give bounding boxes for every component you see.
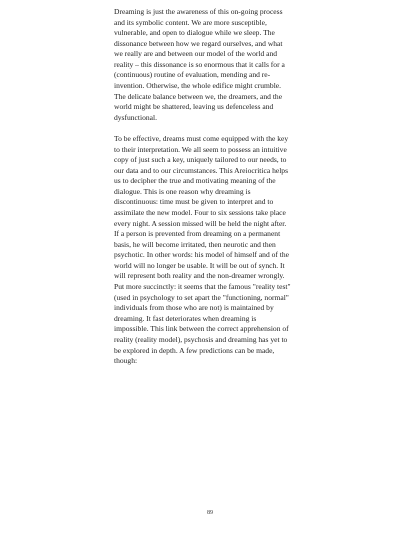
page-number: 89 xyxy=(207,510,213,516)
text-line: dysfunctional. xyxy=(114,112,157,122)
text-line: psychotic. In other words: his model of himself and of the xyxy=(114,250,290,260)
text-line: world might be shattered, leaving us defenceless and xyxy=(114,102,274,112)
text-line: us to decipher the true and motivating meaning of the xyxy=(114,176,276,186)
text-line: To be effective, dreams must come equipped with the key xyxy=(114,133,289,143)
text-line: reality (reality model), psychosis and dreaming has yet to xyxy=(114,334,288,344)
text-line: (used in psychology to set apart the "functioning, normal" xyxy=(114,292,289,302)
text-line: to their interpretation. We all seem to possess an intuitive xyxy=(114,144,287,154)
text-line: dreaming. It fast deteriorates when dreaming is xyxy=(114,313,257,323)
text-line: reality – this dissonance is so enormous that it calls for a xyxy=(114,59,285,69)
text-line: we really are and between our model of the world and xyxy=(114,49,278,59)
text-line: be explored in depth. A few predictions can be made, xyxy=(114,345,275,355)
text-line: world will no longer be usable. It will be out of synch. It xyxy=(114,260,285,270)
text-line: If a person is prevented from dreaming on a permanent xyxy=(114,229,281,239)
paragraph-spacer xyxy=(114,123,310,134)
text-line: copy of just such a key, uniquely tailored to our needs, to xyxy=(114,155,287,165)
text-line: our data and to our circumstances. This Areiocritica helps xyxy=(114,165,289,175)
text-line: vulnerable, and open to dialogue while we sleep. The xyxy=(114,28,275,38)
body-text xyxy=(114,7,310,367)
text-line: will represent both reality and the non-dreamer wrongly. xyxy=(114,271,285,281)
text-line: The delicate balance between we, the dreamers, and the xyxy=(114,91,283,101)
text-line: discontinuous: time must be given to interpret and to xyxy=(114,197,274,207)
text-line: every night. A session missed will be held the night after. xyxy=(114,218,287,228)
text-line: individuals from those who are not) is maintained by xyxy=(114,303,274,313)
paragraph-1 xyxy=(114,7,310,123)
text-line: Dreaming is just the awareness of this on-going process xyxy=(114,7,283,16)
paragraph-2 xyxy=(114,134,310,367)
text-line: basis, he will become irritated, then neurotic and then xyxy=(114,239,276,249)
text-line: assimilate the new model. Four to six sessions take place xyxy=(114,207,286,217)
text-line: dissonance between how we regard ourselves, and what xyxy=(114,38,283,48)
text-line: dialogue. This is one reason why dreaming is xyxy=(114,186,251,196)
text-line: impossible. This link between the correct apprehension of xyxy=(114,324,289,334)
text-line: (continuous) routine of evaluation, mending and re- xyxy=(114,70,271,80)
text-line: Put more succinctly: it seems that the famous "reality test" xyxy=(114,282,291,292)
text-line: though: xyxy=(114,356,138,366)
text-line: and its symbolic content. We are more susceptible, xyxy=(114,17,267,27)
text-line: invention. Otherwise, the whole edifice might crumble. xyxy=(114,81,282,91)
